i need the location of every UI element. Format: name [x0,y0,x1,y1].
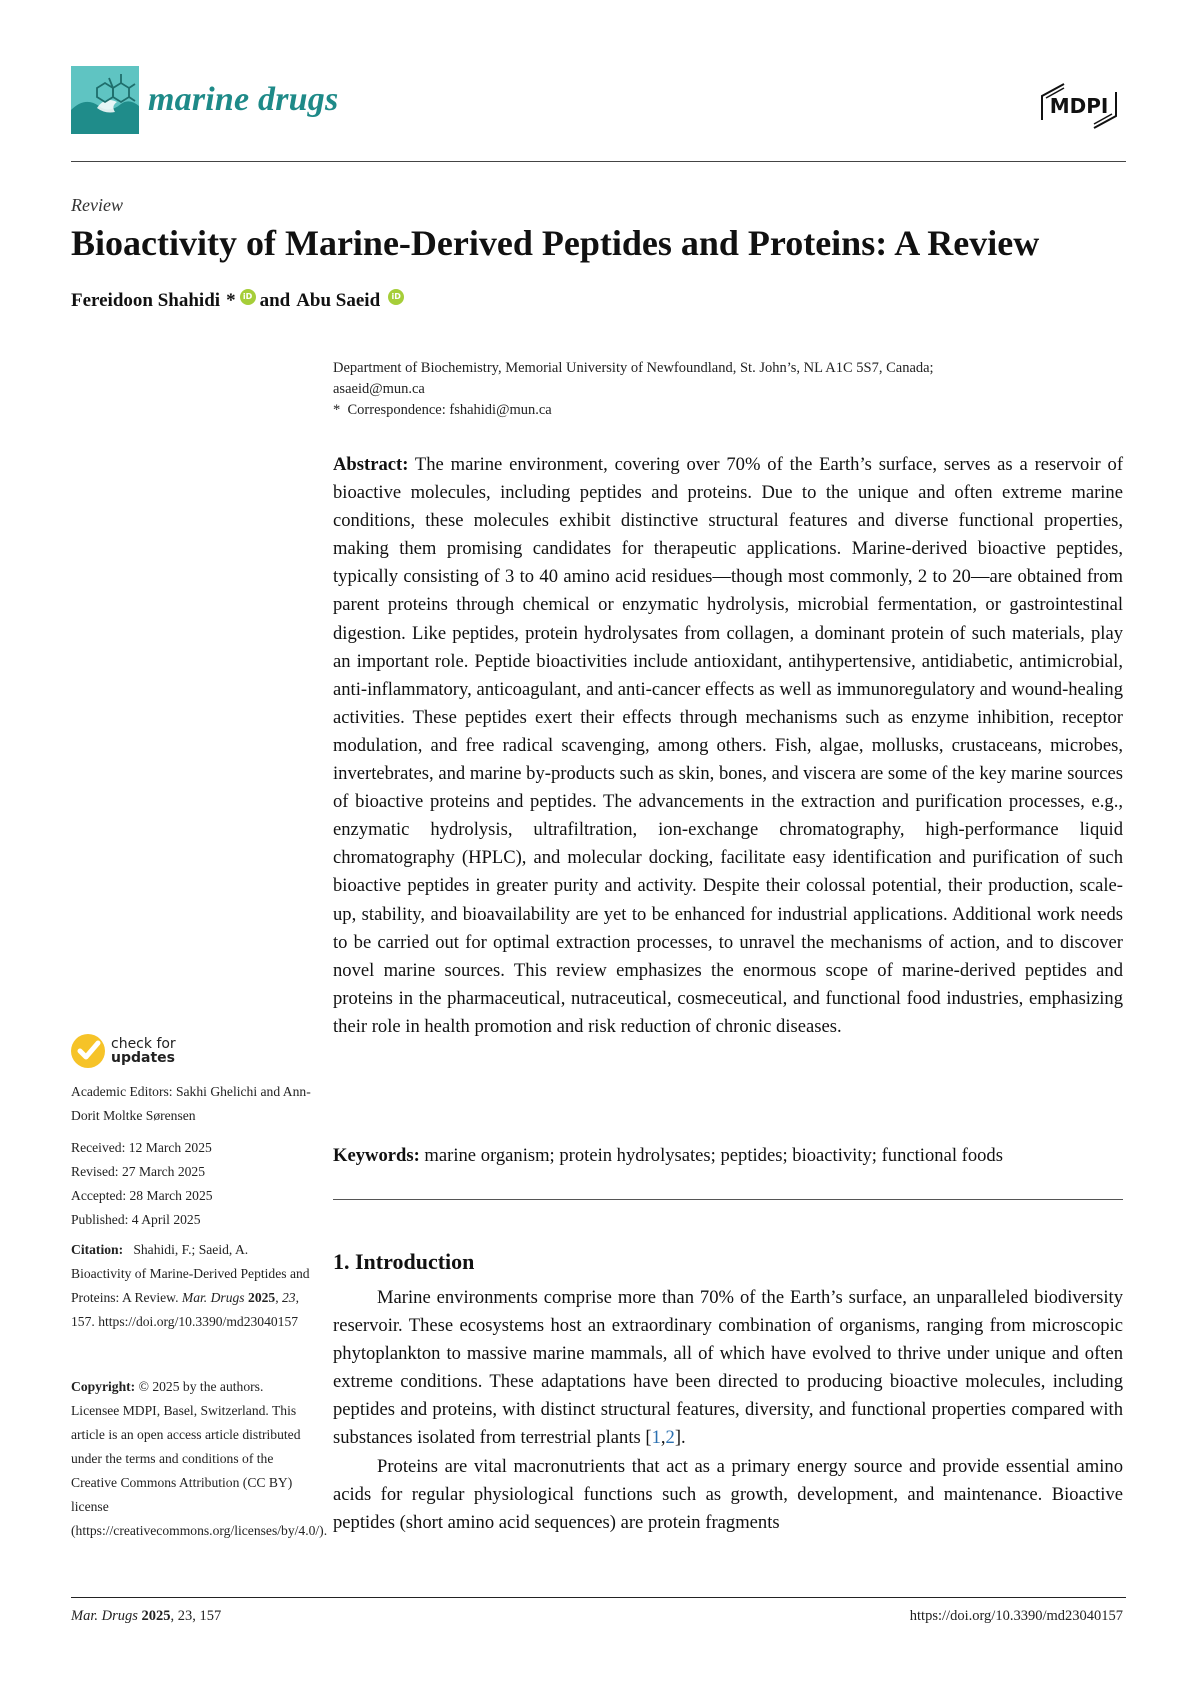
citation-label: Citation: [71,1242,124,1257]
check-for-updates-button[interactable] [71,1034,176,1068]
author-name: Fereidoon Shahidi [71,290,221,311]
article-type: Review [71,195,123,215]
check-updates-line1: check for [111,1036,176,1052]
correspondence-label: * Correspondence: [333,402,446,418]
mdpi-logo[interactable] [1036,78,1122,134]
abstract-divider [333,1199,1123,1200]
abstract [333,451,1123,1041]
journal-logo[interactable] [71,66,338,134]
paragraph: Proteins are vital macronutrients that act as a primary energy source and provide essential amino acids for regular physiological functions such as growth, development, and maintenance. Bioactive peptides (short amino acid sequences) are protein fragments [333,1455,1123,1533]
citation-doi[interactable]: , 157. https://doi.org/10.3390/md23040157 [71,1290,299,1329]
received-date: Received: 12 March 2025 [71,1140,212,1155]
academic-editors [71,1080,311,1128]
citation: Citation: Shahidi, F.; Saeid, A. Bioactivity of Marine-Derived Peptides and Proteins: A Review. Mar. Drugs 2025, 23, 157. https://doi.org/10.3390/md23040157 [71,1242,310,1329]
checkmark-icon [71,1034,105,1068]
corresponding-mark: * [226,290,236,311]
reference-link[interactable]: 1 [651,1427,661,1449]
orcid-icon[interactable]: iD [388,289,404,305]
author-joiner: and [259,290,291,311]
abstract-text: The marine environment, covering over 70% of the Earth’s surface, serves as a reservoir of bioactive molecules, including peptides and proteins. Due to the unique and often extreme marine conditions, these molecules exhibit distinctive structural features and diverse functional properties, making them promising candidates for therapeutic applications. Marine-derived bioactive peptides, typically consisting of 3 to 40 amino acid residues—though most commonly, 2 to 20—are obtained from parent proteins through chemical or enzymatic hydrolysis, microbial fermentation, or gastrointestinal digestion. Like peptides, protein hydrolysates from collagen, a dominant protein of such materials, play an important role. Peptide bioactivities include antioxidant, antihypertensive, antidiabetic, antimicrobial, anti-inflammatory, anticoagulant, and anti-cancer effects as well as immunoregulatory and wound-healing activities. These peptides exert their effects through mechanisms such as enzyme inhibition, receptor modulation, and free radical scavenging, among others. Fish, algae, mollusks, crustaceans, microbes, invertebrates, and marine by-products such as skin, bones, and viscera are some of the key marine sources of bioactive proteins and peptides. The advancements in the extraction and purification processes, e.g., enzymatic hydrolysis, ultrafiltration, ion-exchange chromatography, high-performance liquid chromatography (HPLC), and molecular docking, facilitate easy identification and purification of such bioactive peptides in greater purity and activity. Despite their colossal potential, their production, scale-up, stability, and bioavailability are yet to be enhanced for industrial applications. Additional work needs to be carried out for optimal extraction processes, to unravel the mechanisms of action, and to discover novel marine sources. This review emphasizes the enormous scope of marine-derived peptides and proteins in the pharmaceutical, nutraceutical, cosmeceutical, and functional food industries, emphasizing their role in health promotion and risk reduction of chronic diseases. [333,454,1124,1037]
keywords-text: marine organism; protein hydrolysates; peptides; bioactivity; functional foods [424,1145,1003,1166]
affiliation-email[interactable]: asaeid@mun.ca [333,381,425,397]
correspondence [333,400,1123,421]
revised-date: Revised: 27 March 2025 [71,1164,206,1179]
copyright [71,1375,328,1543]
svg-text:MDPI: MDPI [1049,94,1109,118]
copyright-label: Copyright: [71,1379,136,1394]
footer-divider [71,1597,1126,1598]
reference-link[interactable]: 2 [665,1427,675,1449]
author-name: Abu Saeid [296,290,381,311]
keywords [333,1145,1123,1167]
molecule-wave-icon [71,66,139,134]
orcid-icon[interactable]: iD [240,289,256,305]
editors-label: Academic Editors: [71,1084,173,1099]
section-heading-introduction: 1. Introduction [333,1249,475,1274]
affiliation-block [333,358,1123,421]
keywords-label: Keywords: [333,1145,420,1166]
paragraph: Marine environments comprise more than 70% of the Earth’s surface, an unparalleled biodiversity reservoir. These ecosystems host an extraordinary combination of organisms, ranging from microscopic phytoplankton to massive marine mammals, all of which have evolved to thrive under unique and often extreme conditions. These adaptations have been directed to producing bioactive molecules, including peptides and proteins, with distinct structural features, diversity, and functional properties compared with substances isolated from terrestrial plants [1,2]. [333,1287,1123,1449]
affiliation: Department of Biochemistry, Memorial University of Newfoundland, St. John’s, NL A1C 5S7, Canada; [333,360,934,376]
editors-names: Sakhi Ghelichi and Ann-Dorit Moltke Sørensen [71,1084,311,1123]
correspondence-email[interactable]: fshahidi@mun.ca [449,402,552,418]
footer-doi-link[interactable]: https://doi.org/10.3390/md23040157 [909,1608,1123,1624]
published-date: Published: 4 April 2025 [71,1212,201,1227]
author-list [71,290,408,312]
article-title: Bioactivity of Marine-Derived Peptides and Proteins: A Review [71,223,1040,263]
footer-citation: Mar. Drugs 2025, 23, 157 [71,1608,222,1624]
journal-name: marine drugs [148,81,339,118]
copyright-text: © 2025 by the authors. Licensee MDPI, Basel, Switzerland. This article is an open access article distributed under the terms and conditions of the Creative Commons Attribution (CC BY) license (https://creativecommons.org/licenses/by/4.0/). [71,1379,328,1538]
abstract-label: Abstract: [333,454,409,475]
accepted-date: Accepted: 28 March 2025 [71,1188,213,1203]
introduction-body [333,1284,1123,1537]
header-divider [71,161,1126,162]
check-updates-line2: updates [111,1050,175,1066]
article-dates [71,1136,311,1232]
